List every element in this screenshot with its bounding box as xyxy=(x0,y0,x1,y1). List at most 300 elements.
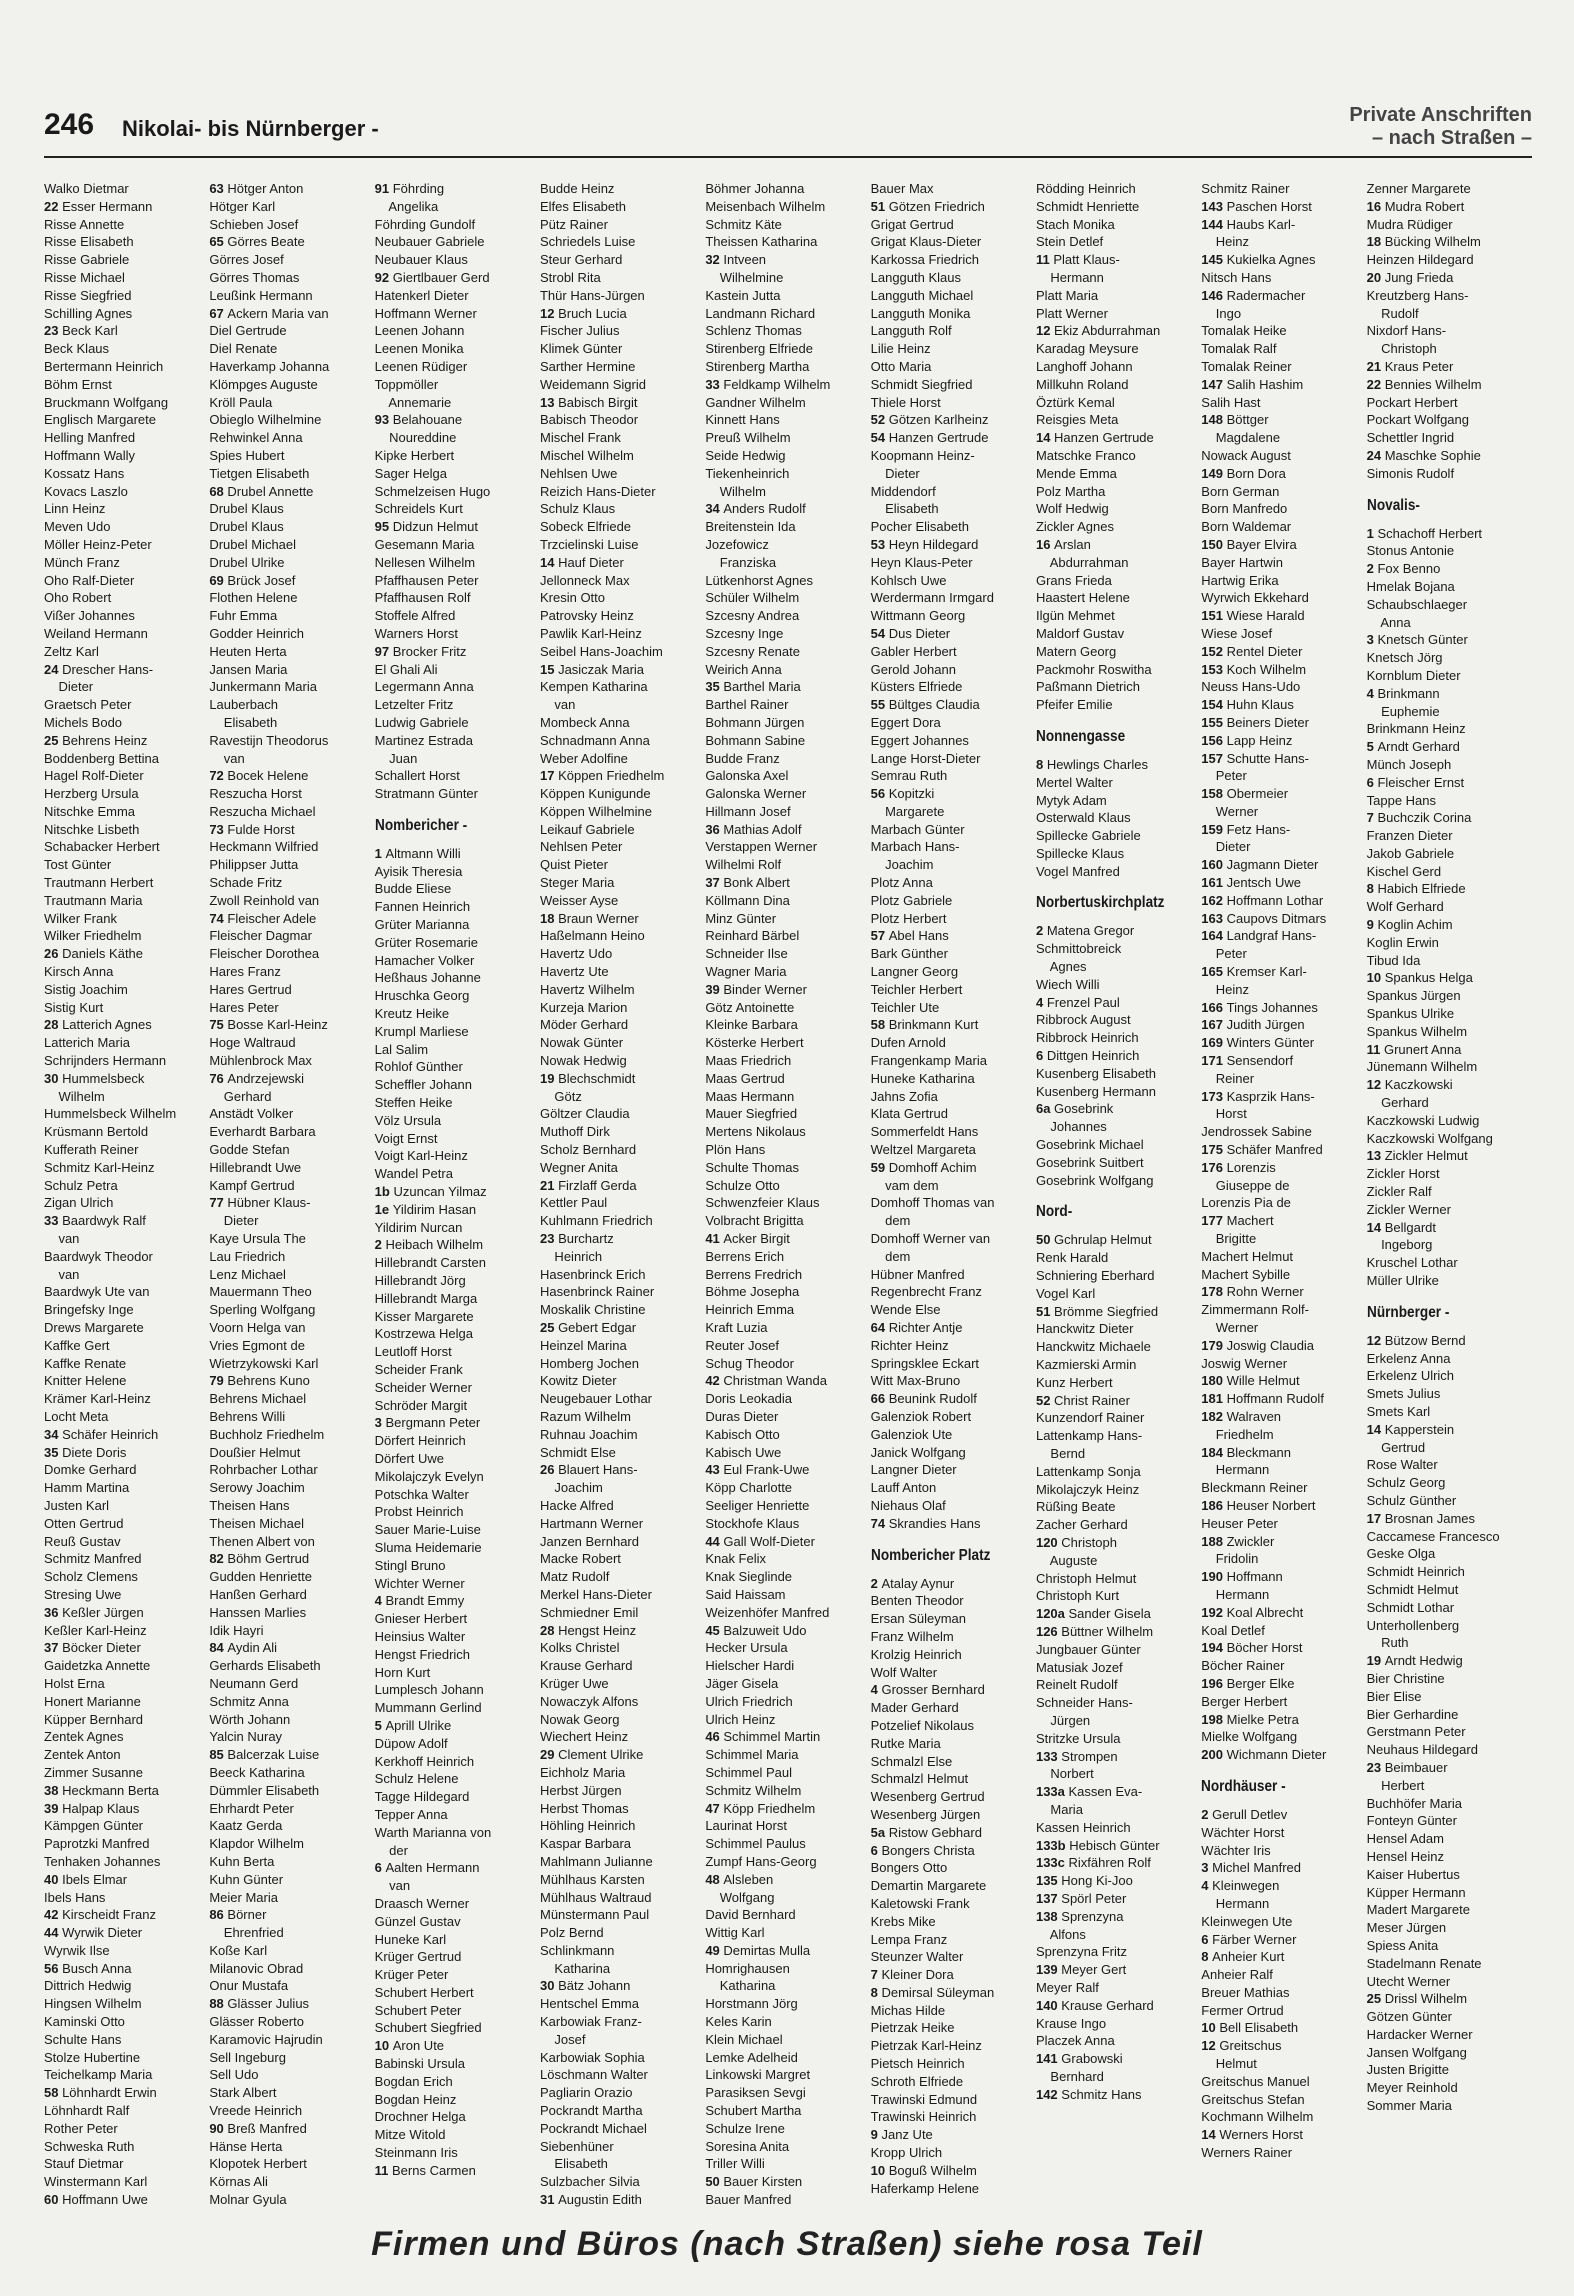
resident-name: Mudra Rüdiger xyxy=(1366,216,1453,232)
directory-entry xyxy=(375,767,534,785)
directory-entry xyxy=(44,2120,203,2138)
directory-entry xyxy=(209,2155,368,2173)
directory-entry xyxy=(375,1076,534,1094)
directory-entry xyxy=(1201,767,1360,785)
resident-name: Tenhaken Johannes xyxy=(44,1853,161,1869)
directory-entry xyxy=(1367,738,1526,756)
house-number: 28 xyxy=(539,1622,559,1638)
resident-name: Jasiczak Maria xyxy=(558,661,645,677)
resident-name: Behrens Kuno xyxy=(227,1373,310,1389)
resident-name: Schmiedner Emil xyxy=(539,1604,639,1620)
directory-entry xyxy=(1201,1372,1360,1390)
directory-entry xyxy=(705,910,864,928)
resident-name: Aron Ute xyxy=(392,2038,445,2054)
directory-entry xyxy=(540,394,699,412)
directory-entry xyxy=(1367,827,1526,845)
resident-name: Hengst Friedrich xyxy=(374,1646,471,1662)
directory-entry xyxy=(540,1283,699,1301)
directory-entry xyxy=(1367,2097,1526,2115)
resident-name: Dörfert Heinrich xyxy=(374,1433,466,1449)
resident-name: Spankus Ulrike xyxy=(1366,1006,1455,1022)
resident-name: Schulz Petra xyxy=(44,1177,118,1193)
directory-entry xyxy=(1367,1723,1526,1741)
directory-entry xyxy=(1367,1421,1526,1439)
resident-name: Galonska Werner xyxy=(705,786,807,802)
resident-name: Bauer Max xyxy=(870,181,934,196)
resident-name: Kassen Heinrich xyxy=(1035,1819,1131,1835)
directory-entry xyxy=(705,1782,864,1800)
directory-entry xyxy=(44,1088,203,1106)
directory-entry xyxy=(209,1728,368,1746)
resident-name: Theissen Katharina xyxy=(705,234,818,250)
resident-name: Firzlaff Gerda xyxy=(558,1177,637,1193)
directory-entry xyxy=(209,803,368,821)
resident-name: Vogel Karl xyxy=(1035,1285,1096,1301)
directory-entry xyxy=(871,856,1030,874)
directory-entry xyxy=(1201,1105,1360,1123)
resident-name: Klimek Günter xyxy=(539,341,623,357)
resident-name: Heinzel Marina xyxy=(539,1337,627,1353)
directory-entry xyxy=(209,483,368,501)
resident-name: Lal Salim xyxy=(374,1041,429,1057)
directory-entry xyxy=(871,483,1030,501)
resident-name: Eul Frank-Uwe xyxy=(723,1462,810,1478)
directory-entry xyxy=(871,216,1030,234)
resident-name: Balzuweit Udo xyxy=(723,1622,807,1638)
street-heading: Norbertuskirchplatz xyxy=(1035,894,1165,912)
directory-entry xyxy=(1201,2144,1360,2162)
resident-name: Bier Elise xyxy=(1366,1688,1422,1704)
resident-name: Hoffmann Werner xyxy=(374,305,477,321)
directory-entry xyxy=(44,750,203,768)
directory-entry xyxy=(375,447,534,465)
directory-entry xyxy=(871,2073,1030,2091)
directory-entry xyxy=(871,536,1030,554)
directory-entry xyxy=(209,1123,368,1141)
resident-name: Matschke Franco xyxy=(1035,447,1136,463)
resident-name: Schmelzeisen Hugo xyxy=(374,483,491,499)
directory-entry xyxy=(1036,2086,1195,2104)
resident-name: Erkelenz Ulrich xyxy=(1366,1368,1455,1384)
directory-entry xyxy=(1201,322,1360,340)
resident-name: Karbowiak Sophia xyxy=(539,2049,645,2065)
directory-entry xyxy=(1367,1759,1526,1777)
directory-entry xyxy=(540,216,699,234)
resident-name: Tappe Hans xyxy=(1366,792,1437,808)
resident-name: Bauer Manfred xyxy=(705,2192,792,2208)
resident-name: Mahlmann Julianne xyxy=(539,1853,653,1869)
resident-name: Karadag Meysure xyxy=(1035,341,1139,357)
house-number: 13 xyxy=(1366,1148,1385,1164)
resident-name: Kaczkowski Ludwig xyxy=(1366,1112,1480,1128)
directory-entry xyxy=(1201,1141,1360,1159)
resident-name: Horst xyxy=(1201,1106,1247,1122)
resident-name: Löhnhardt Ralf xyxy=(44,2103,130,2119)
directory-entry xyxy=(871,340,1030,358)
house-number: 5 xyxy=(374,1717,386,1733)
directory-entry xyxy=(1201,1568,1360,1586)
directory-entry xyxy=(1367,1599,1526,1617)
directory-entry xyxy=(209,1497,368,1515)
resident-name: Sell Udo xyxy=(209,2067,259,2083)
resident-name: Drissl Wilhelm xyxy=(1384,1991,1468,2007)
directory-entry xyxy=(44,1444,203,1462)
directory-entry xyxy=(540,322,699,340)
resident-name: Joswig Claudia xyxy=(1226,1337,1315,1353)
resident-name: Frenzel Paul xyxy=(1046,994,1120,1010)
resident-name: Hielscher Hardi xyxy=(705,1658,795,1674)
resident-name: Tings Johannes xyxy=(1226,999,1318,1015)
resident-name: Zimmer Susanne xyxy=(44,1764,143,1780)
resident-name: Bücking Wilhelm xyxy=(1384,234,1481,250)
house-number: 6 xyxy=(1035,1048,1047,1064)
resident-name: Daniels Käthe xyxy=(62,946,144,962)
resident-name: Ludwig Gabriele xyxy=(374,714,469,730)
house-number: 93 xyxy=(374,412,393,428)
resident-name: Razum Wilhelm xyxy=(539,1408,631,1424)
house-number: 181 xyxy=(1201,1391,1227,1407)
resident-name: Fleischer Adele xyxy=(227,910,317,926)
footer-note: Firmen und Büros (nach Straßen) siehe rosa Teil xyxy=(371,2225,1203,2263)
house-number: 198 xyxy=(1201,1711,1227,1727)
resident-name: Schulte Hans xyxy=(44,2031,122,2047)
directory-entry xyxy=(209,411,368,429)
resident-name: Meyer Gert xyxy=(1061,1962,1127,1978)
directory-entry xyxy=(540,981,699,999)
resident-name: Belahouane xyxy=(392,412,463,428)
resident-name: Herzberg Ursula xyxy=(44,786,139,802)
directory-entry xyxy=(1367,578,1526,596)
directory-entry xyxy=(375,607,534,625)
resident-name: Heuten Herta xyxy=(209,643,287,659)
resident-name: Jahns Zofia xyxy=(870,1088,938,1104)
house-number: 14 xyxy=(1201,2127,1220,2143)
directory-entry xyxy=(705,554,864,572)
resident-name: Lilie Heinz xyxy=(870,341,931,357)
resident-name: Behrens Michael xyxy=(209,1391,307,1407)
house-number: 86 xyxy=(209,1907,228,1923)
resident-name: Reinelt Rudolf xyxy=(1035,1677,1118,1693)
resident-name: Pfaffhausen Rolf xyxy=(374,590,471,606)
directory-entry xyxy=(1036,1392,1195,1410)
directory-entry xyxy=(1367,667,1526,685)
resident-name: Demirtas Mulla xyxy=(723,1942,811,1958)
resident-name: Buchhöfer Maria xyxy=(1366,1795,1463,1811)
resident-name: Hoffmann Uwe xyxy=(62,2192,148,2208)
resident-name: Richter Antje xyxy=(888,1320,963,1335)
directory-entry xyxy=(540,1622,699,1640)
resident-name: Brosnan James xyxy=(1384,1510,1476,1526)
directory-entry xyxy=(209,1301,368,1319)
resident-name: Probst Heinrich xyxy=(374,1504,464,1520)
directory-entry xyxy=(209,305,368,323)
resident-name: Nehlsen Peter xyxy=(539,839,623,855)
house-number: 20 xyxy=(1366,269,1385,285)
resident-name: Böttger xyxy=(1226,412,1269,428)
resident-name: Kempen Katharina xyxy=(539,679,648,695)
directory-entry xyxy=(871,607,1030,625)
resident-name: Matern Georg xyxy=(1035,643,1117,659)
directory-entry xyxy=(44,483,203,501)
directory-entry xyxy=(705,2120,864,2138)
directory-entry xyxy=(705,607,864,625)
resident-name: Steger Maria xyxy=(539,875,615,891)
resident-name: Drubel Annette xyxy=(227,483,314,499)
house-number: 13 xyxy=(539,394,559,410)
resident-name: Heinrich xyxy=(539,1248,603,1264)
directory-entry xyxy=(1201,803,1360,821)
resident-name: Hensel Heinz xyxy=(1366,1848,1444,1864)
resident-name: Dieter xyxy=(870,465,920,481)
directory-entry xyxy=(44,874,203,892)
resident-name: Born Dora xyxy=(1226,465,1286,481)
directory-entry xyxy=(1201,429,1360,447)
resident-name: Sluma Heidemarie xyxy=(374,1539,482,1555)
directory-entry xyxy=(209,1177,368,1195)
directory-entry xyxy=(871,678,1030,696)
directory-entry xyxy=(1201,1622,1360,1640)
directory-entry xyxy=(871,750,1030,768)
directory-entry xyxy=(871,1283,1030,1301)
directory-entry xyxy=(871,1230,1030,1248)
house-number: 179 xyxy=(1201,1337,1227,1353)
resident-name: Sperling Wolfgang xyxy=(209,1302,316,1318)
resident-name: Kraus Peter xyxy=(1384,358,1454,374)
directory-entry xyxy=(209,554,368,572)
directory-entry xyxy=(705,1034,864,1052)
directory-entry xyxy=(871,1966,1030,1984)
resident-name: Böhme Josepha xyxy=(705,1284,800,1300)
directory-entry xyxy=(44,821,203,839)
resident-name: Küpper Hermann xyxy=(1366,1884,1466,1900)
resident-name: Paschen Horst xyxy=(1226,198,1312,214)
directory-entry xyxy=(540,1746,699,1764)
directory-entry xyxy=(209,732,368,750)
directory-entry xyxy=(1201,358,1360,376)
resident-name: Balcerzak Luise xyxy=(227,1747,320,1763)
directory-entry xyxy=(540,1515,699,1533)
directory-entry xyxy=(540,1711,699,1729)
directory-entry xyxy=(1201,1877,1360,1895)
directory-entry xyxy=(1367,269,1526,287)
directory-entry xyxy=(1201,1479,1360,1497)
resident-name: Demartin Margarete xyxy=(870,1878,987,1894)
directory-entry xyxy=(1367,1350,1526,1368)
directory-entry xyxy=(540,2066,699,2084)
resident-name: Eggert Dora xyxy=(870,714,941,730)
resident-name: Bringefsky Inge xyxy=(44,1302,134,1318)
resident-name: Drubel Michael xyxy=(209,536,297,552)
resident-name: Arslan xyxy=(1054,536,1091,552)
resident-name: Joachim xyxy=(539,1480,603,1496)
directory-entry xyxy=(1036,572,1195,590)
resident-name: Beck Karl xyxy=(62,323,118,339)
house-number: 23 xyxy=(44,323,63,339)
directory-entry xyxy=(871,1052,1030,1070)
house-number: 186 xyxy=(1201,1497,1227,1513)
directory-entry xyxy=(540,589,699,607)
directory-entry xyxy=(705,1960,864,1978)
resident-name: Ayisik Theresia xyxy=(374,863,463,879)
directory-entry xyxy=(375,714,534,732)
directory-entry xyxy=(871,1301,1030,1319)
resident-name: Schnadmann Anna xyxy=(539,732,650,748)
directory-entry xyxy=(1036,774,1195,792)
resident-name: Serowy Joachim xyxy=(209,1480,305,1496)
house-number: 152 xyxy=(1201,643,1227,659)
directory-entry xyxy=(540,1497,699,1515)
resident-name: Agnes xyxy=(1035,959,1087,975)
directory-entry xyxy=(1367,1688,1526,1706)
resident-name: Kresin Otto xyxy=(539,590,606,606)
directory-entry xyxy=(540,1461,699,1479)
directory-entry xyxy=(871,625,1030,643)
directory-entry xyxy=(871,1461,1030,1479)
house-number: 6 xyxy=(374,1860,386,1876)
directory-entry xyxy=(1367,287,1526,305)
resident-name: Merkel Hans-Dieter xyxy=(539,1586,652,1602)
directory-entry xyxy=(209,1479,368,1497)
directory-entry xyxy=(1201,963,1360,981)
directory-entry xyxy=(705,180,864,198)
resident-name: Gerhard xyxy=(1366,1095,1429,1111)
house-number: 36 xyxy=(705,821,724,837)
directory-entry xyxy=(705,1230,864,1248)
directory-entry xyxy=(1367,560,1526,578)
house-number: 48 xyxy=(705,1871,724,1887)
resident-name: Zwoll Reinhold van xyxy=(209,892,320,908)
resident-name: Angelika xyxy=(374,198,439,214)
resident-name: Hanßen Gerhard xyxy=(209,1586,307,1602)
resident-name: Nitschke Emma xyxy=(44,803,136,819)
directory-entry xyxy=(1201,732,1360,750)
directory-entry xyxy=(1367,447,1526,465)
resident-name: Dieter xyxy=(1201,839,1251,855)
directory-entry xyxy=(871,1610,1030,1628)
directory-entry xyxy=(1201,1301,1360,1319)
resident-name: Osterwald Klaus xyxy=(1035,810,1131,826)
resident-name: Fleischer Dorothea xyxy=(209,946,320,962)
resident-name: Wietrzykowski Karl xyxy=(209,1355,319,1371)
resident-name: Richter Heinz xyxy=(870,1337,949,1353)
resident-name: Trautmann Maria xyxy=(44,892,143,908)
directory-entry xyxy=(375,643,534,661)
directory-entry xyxy=(375,2002,534,2020)
directory-entry xyxy=(44,714,203,732)
directory-entry xyxy=(44,1728,203,1746)
directory-entry xyxy=(1367,1165,1526,1183)
house-number: 159 xyxy=(1201,821,1227,837)
resident-name: Josef xyxy=(539,2031,586,2047)
resident-name: Krüger Gertrud xyxy=(374,1949,462,1965)
directory-entry xyxy=(44,1942,203,1960)
resident-name: Fetz Hans- xyxy=(1226,821,1291,837)
resident-name: Gerold Johann xyxy=(870,661,956,677)
resident-name: Keles Karin xyxy=(705,2014,772,2030)
house-number: 7 xyxy=(1366,810,1378,826)
resident-name: Scholz Bernhard xyxy=(539,1142,637,1158)
resident-name: Weidemann Sigrid xyxy=(539,376,646,392)
resident-name: Krause Gerhard xyxy=(1061,1997,1154,2013)
directory-entry xyxy=(540,1835,699,1853)
directory-entry xyxy=(705,1159,864,1177)
directory-entry xyxy=(375,180,534,198)
resident-name: Horn Kurt xyxy=(374,1664,431,1680)
directory-entry xyxy=(540,1479,699,1497)
resident-name: Soresina Anita xyxy=(705,2138,790,2154)
directory-entry xyxy=(540,518,699,536)
directory-entry xyxy=(375,2073,534,2091)
house-number: 163 xyxy=(1201,910,1227,926)
directory-entry xyxy=(705,1390,864,1408)
resident-name: Buchholz Friedhelm xyxy=(209,1426,325,1442)
resident-name: Sobeck Elfriede xyxy=(539,519,632,535)
house-number: 188 xyxy=(1201,1533,1227,1549)
resident-name: Friedhelm xyxy=(1201,1426,1274,1442)
directory-entry xyxy=(540,750,699,768)
house-number: 145 xyxy=(1201,252,1227,268)
resident-name: Jendrossek Sabine xyxy=(1201,1124,1312,1140)
resident-name: Diel Renate xyxy=(209,341,278,357)
resident-name: Braun Werner xyxy=(558,910,639,926)
resident-name: Schimmel Paulus xyxy=(705,1836,806,1852)
directory-entry xyxy=(1201,1711,1360,1729)
directory-entry xyxy=(1036,287,1195,305)
directory-entry xyxy=(540,1782,699,1800)
directory-entry xyxy=(705,892,864,910)
resident-name: Obieglo Wilhelmine xyxy=(209,412,322,428)
resident-name: Schmidt Lothar xyxy=(1366,1599,1455,1615)
directory-entry xyxy=(209,233,368,251)
directory-entry xyxy=(375,465,534,483)
resident-name: Spillecke Klaus xyxy=(1035,845,1125,861)
resident-name: Beimbauer xyxy=(1384,1759,1448,1775)
resident-name: Kopitzki xyxy=(888,786,935,802)
directory-entry xyxy=(705,714,864,732)
resident-name: Klein Michael xyxy=(705,2031,783,2047)
directory-entry xyxy=(1036,922,1195,940)
directory-entry xyxy=(209,821,368,839)
resident-name: Gerhards Elisabeth xyxy=(209,1658,321,1674)
resident-name: Caccamese Francesco xyxy=(1366,1528,1500,1544)
directory-entry xyxy=(540,340,699,358)
resident-name: Bruch Lucia xyxy=(558,305,627,321)
resident-name: Unterhollenberg xyxy=(1366,1617,1460,1633)
directory-entry xyxy=(1367,720,1526,738)
house-number: 29 xyxy=(539,1747,559,1763)
directory-entry xyxy=(375,1913,534,1931)
resident-name: Reuß Gustav xyxy=(44,1533,121,1549)
resident-name: Bier Christine xyxy=(1366,1670,1445,1686)
directory-entry xyxy=(1367,1652,1526,1670)
directory-entry xyxy=(44,589,203,607)
directory-entry xyxy=(375,1610,534,1628)
directory-entry xyxy=(44,1604,203,1622)
directory-entry xyxy=(705,2191,864,2209)
directory-entry xyxy=(375,2091,534,2109)
house-number: 91 xyxy=(374,181,393,196)
directory-entry xyxy=(1036,1979,1195,1997)
directory-entry xyxy=(540,1604,699,1622)
house-number: 6a xyxy=(1035,1101,1055,1117)
directory-entry xyxy=(1036,2068,1195,2086)
resident-name: Ruhnau Joachim xyxy=(539,1426,638,1442)
resident-name: Schabacker Herbert xyxy=(44,839,160,855)
resident-name: Baardwyk Ute van xyxy=(44,1284,150,1300)
resident-name: Görres Beate xyxy=(227,234,305,250)
resident-name: Walko Dietmar xyxy=(44,181,129,196)
directory-entry xyxy=(1036,2032,1195,2050)
